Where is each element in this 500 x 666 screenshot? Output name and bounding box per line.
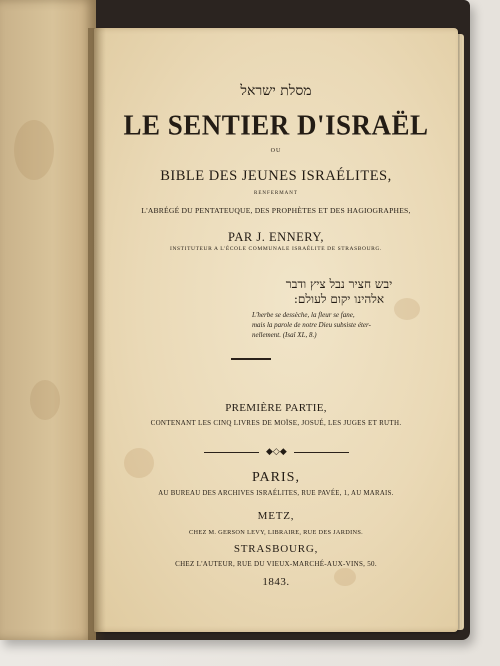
left-page	[0, 0, 96, 640]
subtitle: BIBLE DES JEUNES ISRAÉLITES,	[160, 168, 392, 184]
ornament-icon: ◆◇◆	[266, 446, 287, 456]
conjunction-ou: OU	[270, 148, 282, 154]
foxing-stain	[14, 120, 54, 180]
publication-year: 1843.	[262, 576, 290, 588]
main-title: LE SENTIER D'ISRAËL	[123, 109, 429, 141]
imprint-city-metz: METZ,	[257, 510, 295, 522]
ornament-rule-right	[294, 452, 349, 453]
epigraph-hebrew-line: אלהינו יקום לעולם:	[293, 292, 385, 306]
imprint-address-strasbourg: CHEZ L'AUTEUR, RUE DU VIEUX-MARCHÉ-AUX-VINS, 50.	[175, 560, 377, 568]
ornament-rule-left	[204, 452, 259, 453]
epigraph-hebrew-line: יבש חציר נבל ציץ ודבר	[285, 277, 393, 291]
imprint-address-metz: CHEZ M. GERSON LEVY, LIBRAIRE, RUE DES JARDINS.	[188, 529, 364, 536]
imprint-address-paris: AU BUREAU DES ARCHIVES ISRAÉLITES, RUE PAVÉE, 1, AU MARAIS.	[158, 490, 394, 497]
author: PAR J. ENNERY,	[228, 230, 324, 244]
divider-rule	[231, 358, 271, 360]
hebrew-title: מסלת ישראל	[240, 83, 312, 99]
renfermant-label: RENFERMANT	[254, 191, 298, 196]
part-description: CONTENANT LES CINQ LIVRES DE MOÏSE, JOSUÉ, LES JUGES ET RUTH.	[150, 419, 402, 427]
imprint-city-paris: PARIS,	[252, 470, 300, 485]
author-role: INSTITUTEUR A L'ÉCOLE COMMUNALE ISRAÉLITE DE STRASBOURG.	[170, 246, 382, 252]
epigraph-hebrew	[244, 277, 434, 307]
epigraph-french-line: nellement. (Isaï XL, 8.)	[252, 331, 317, 339]
imprint-city-strasbourg: STRASBOURG,	[233, 543, 319, 555]
foxing-stain	[30, 380, 60, 420]
epigraph-french-line: L'herbe se dessèche, la fleur se fane,	[252, 311, 355, 319]
epigraph-french-line: mais la parole de notre Dieu subsiste éter-	[252, 321, 371, 329]
contents-line: L'ABRÉGÉ DU PENTATEUQUE, DES PROPHÈTES ET DES HAGIOGRAPHES,	[141, 206, 411, 215]
epigraph-french	[252, 310, 442, 340]
part-title: PREMIÈRE PARTIE,	[225, 402, 327, 414]
